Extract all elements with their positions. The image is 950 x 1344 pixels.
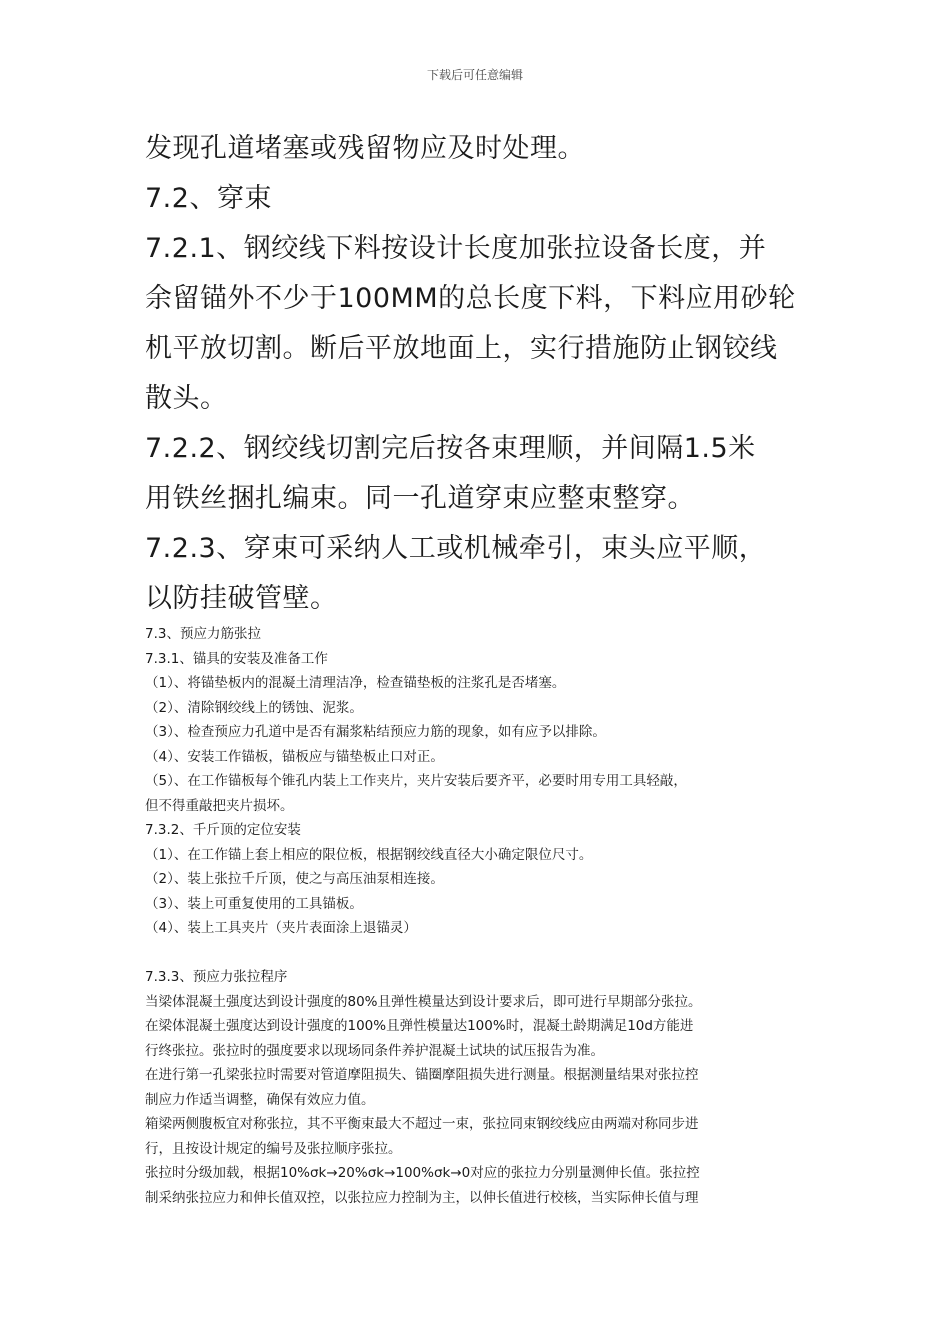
body-line-large: 以防挂破管壁。 [145, 583, 338, 614]
paragraph-line: 行，且按设计规定的编号及张拉顺序张拉。 [145, 1140, 402, 1157]
body-line-large: 7.2.3、穿束可采纳人工或机械牵引，束头应平顺， [145, 533, 767, 564]
list-item: （4）、装上工具夹片（夹片表面涂上退锚灵） [145, 920, 417, 936]
body-line-large: 机平放切割。断后平放地面上，实行措施防止钢铰线 [145, 333, 778, 364]
paragraph-line: 箱梁两侧腹板宜对称张拉，其不平衡束最大不超过一束，张拉同束钢绞线应由两端对称同步进 [145, 1116, 699, 1132]
section-heading-7-3: 7.3、预应力筋张拉 [145, 626, 261, 642]
section-heading-7-2: 7.2、穿束 [145, 183, 272, 214]
subsection-heading-7-3-3: 7.3.3、预应力张拉程序 [145, 969, 288, 985]
body-line-large: 散头。 [145, 383, 228, 414]
body-line-large: 7.2.2、钢绞线切割完后按各束理顺，并间隔1.5米 [145, 433, 756, 464]
paragraph-line: 行终张拉。张拉时的强度要求以现场同条件养护混凝土试块的试压报告为准。 [145, 1042, 604, 1059]
body-line-large: 7.2.1、钢绞线下料按设计长度加张拉设备长度，并 [145, 233, 767, 264]
paragraph-line: 当梁体混凝土强度达到设计强度的80%且弹性模量达到设计要求后，即可进行早期部分张拉。 [145, 993, 702, 1010]
list-item: （1）、在工作锚上套上相应的限位板，根据钢绞线直径大小确定限位尺寸。 [145, 846, 593, 863]
paragraph-line: 制采纳张拉应力和伸长值双控，以张拉应力控制为主，以伸长值进行校核，当实际伸长值与理 [145, 1189, 699, 1206]
subsection-heading-7-3-2: 7.3.2、千斤顶的定位安装 [145, 822, 301, 838]
paragraph-line: 在梁体混凝土强度达到设计强度的100%且弹性模量达100%时，混凝土龄期满足10d方能进 [145, 1018, 694, 1034]
list-item-continuation: 但不得重敲把夹片损坏。 [145, 797, 294, 814]
subsection-heading-7-3-1: 7.3.1、锚具的安装及准备工作 [145, 650, 328, 667]
section-7-3 [145, 622, 815, 1210]
paragraph-line: 制应力作适当调整，确保有效应力值。 [145, 1091, 375, 1108]
blank-line [145, 941, 815, 966]
list-item: （2）、清除钢绞线上的锈蚀、泥浆。 [145, 699, 363, 716]
list-item: （1）、将锚垫板内的混凝土清理洁净，检查锚垫板的注浆孔是否堵塞。 [145, 675, 566, 691]
list-item: （4）、安装工作锚板，锚板应与锚垫板止口对正。 [145, 748, 444, 765]
list-item: （2）、装上张拉千斤顶，使之与高压油泵相连接。 [145, 871, 444, 887]
body-line-large: 余留锚外不少于100MM的总长度下料，下料应用砂轮 [145, 283, 796, 314]
body-line-large: 用铁丝捆扎编束。同一孔道穿束应整束整穿。 [145, 483, 695, 514]
body-line-large: 发现孔道堵塞或残留物应及时处理。 [145, 133, 585, 164]
list-item: （3）、检查预应力孔道中是否有漏浆粘结预应力筋的现象，如有应予以排除。 [145, 724, 606, 740]
paragraph-line: 在进行第一孔梁张拉时需要对管道摩阻损失、锚圈摩阻损失进行测量。根据测量结果对张拉控 [145, 1067, 699, 1083]
page-header: 下载后可任意编辑 [426, 68, 523, 82]
list-item: （3）、装上可重复使用的工具锚板。 [145, 895, 363, 912]
list-item: （5）、在工作锚板每个锥孔内装上工作夹片，夹片安装后要齐平，必要时用专用工具轻敲， [145, 773, 687, 789]
paragraph-line: 张拉时分级加载，根据10%σk→20%σk→100%σk→0对应的张拉力分别量测伸长值。张拉控 [145, 1165, 700, 1181]
